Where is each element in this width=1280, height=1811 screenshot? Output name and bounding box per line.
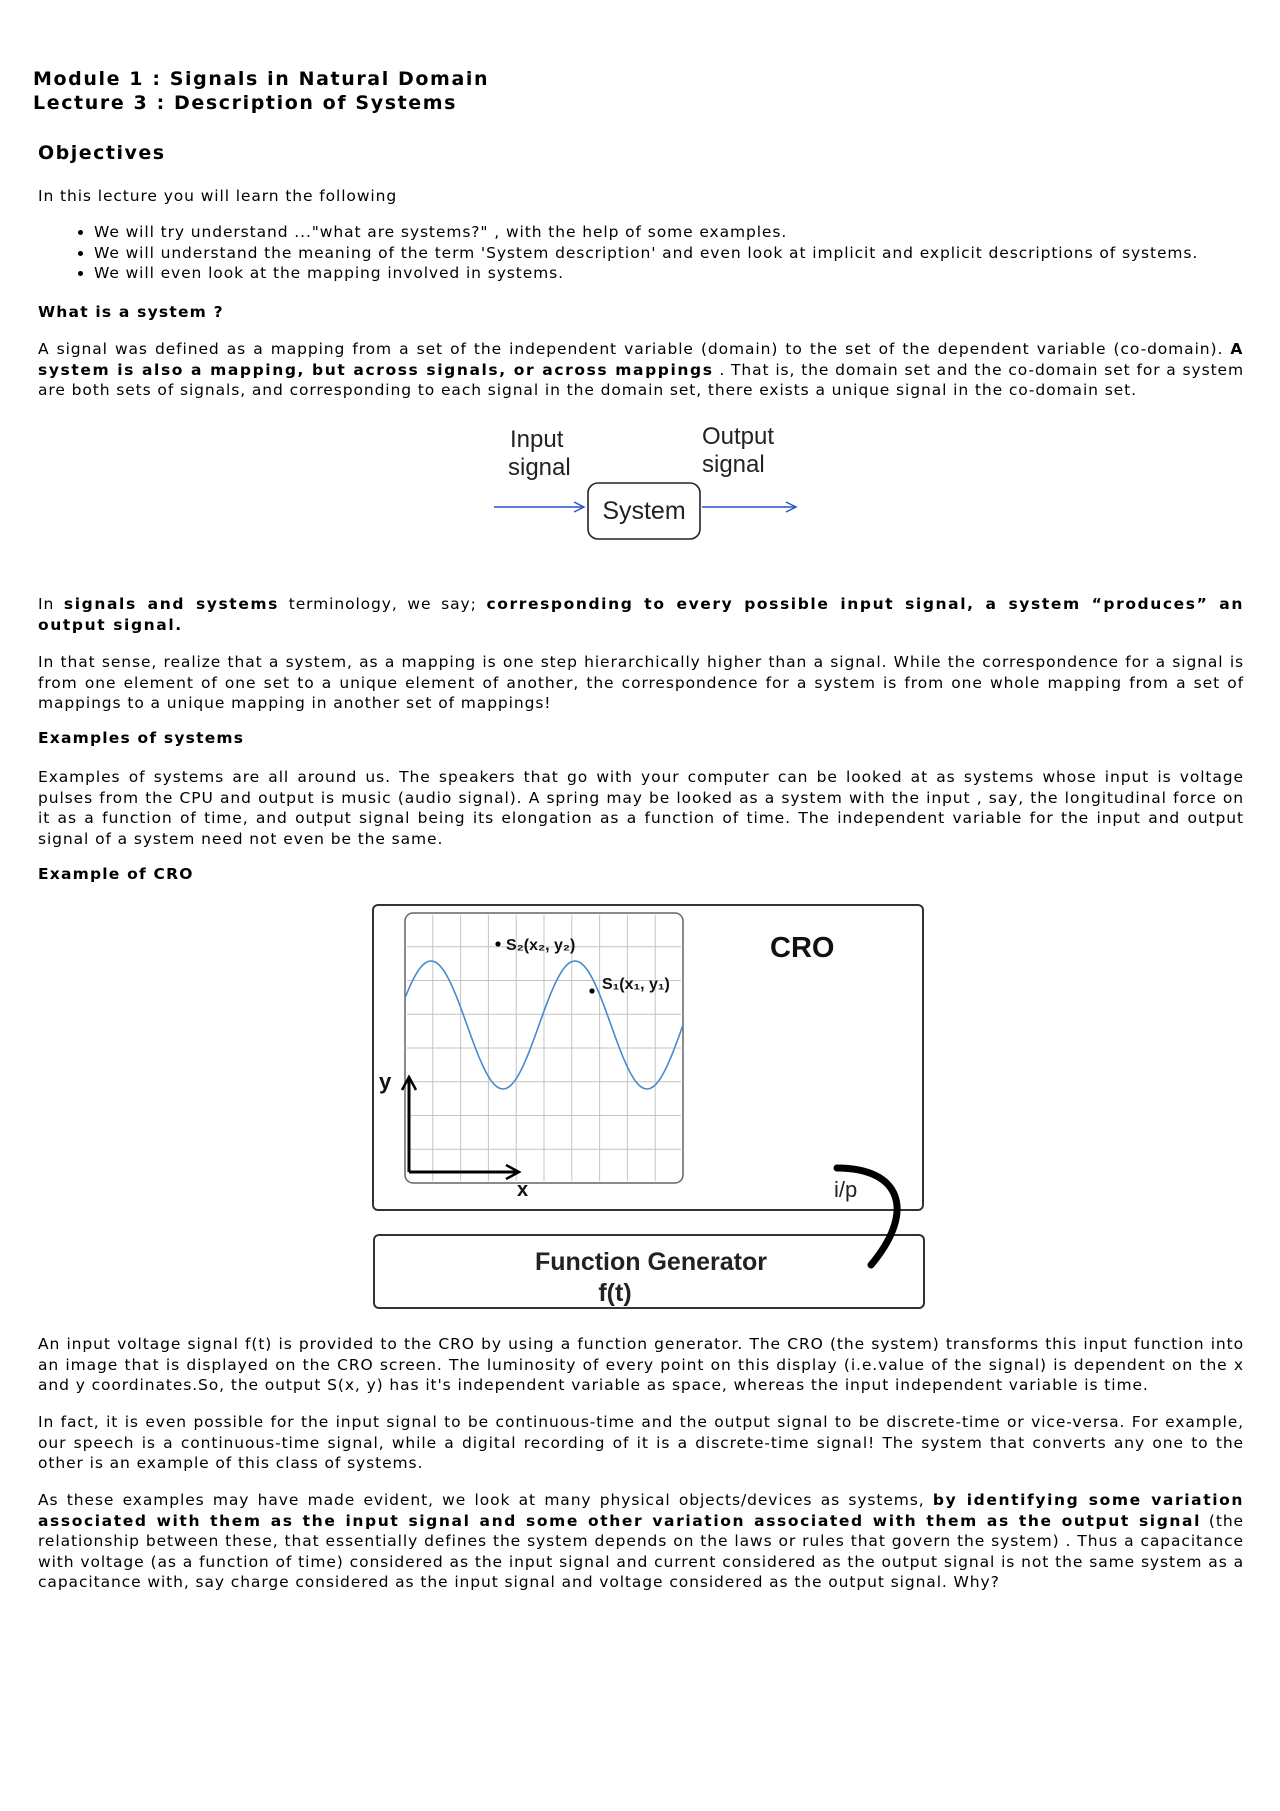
examples-heading: Examples of systems — [38, 729, 245, 747]
continuous-discrete-paragraph: In fact, it is even possible for the input signal to be continuous-time and the output signal to be discrete-time or vice-versa. For example, our speech is a continuous-time signal, while a digital recording of it is a discrete-time signal! The system that converts any one to the other is an example of this class of systems. — [38, 1413, 1244, 1472]
point-s1-label: S₁(x₁, y₁) — [602, 976, 670, 993]
point-s1-marker — [589, 988, 594, 993]
system-box-label: System — [602, 497, 686, 525]
cro-explanation-paragraph: An input voltage signal f(t) is provided to the CRO by using a function generator. The CRO (the system) transforms this input function into an image that is displayed on the CRO screen. The luminosity of every point on this display (i.e.value of the signal) is dependent on the x and y coordinates.So, the output S(x, y) has it's independent variable as space, whereas the input independent variable is time. — [38, 1335, 1244, 1394]
input-label-line1: Input — [510, 426, 564, 453]
conclusion-paragraph — [38, 1490, 1244, 1593]
lecture-title: Lecture 3 : Description of Systems — [33, 92, 458, 114]
function-generator-label: Function Generator — [535, 1248, 767, 1276]
objectives-list — [38, 222, 1254, 284]
text-span: (the relationship between these, that essentially defines the system depends on the laws or rules that govern the system) . Thus a capacitance with voltage (as a function of time) considered as the input signal and current considered as the output signal is not the same system as a capacitance with, say charge considered as the input signal and voltage considered as the output signal. Why? — [38, 1511, 1244, 1591]
function-generator-ft: f(t) — [598, 1279, 632, 1307]
output-label-line1: Output — [702, 423, 775, 450]
point-s2-label: S₂(x₂, y₂) — [506, 937, 576, 954]
bold-text: A system is also a mapping, but across signals, or across mappings — [38, 340, 1244, 379]
module-title: Module 1 : Signals in Natural Domain — [33, 68, 490, 90]
y-axis-label: y — [379, 1069, 392, 1094]
system-block-diagram — [490, 422, 810, 547]
text-span: In — [38, 595, 64, 613]
text-span: . That is, the domain set and the co-domain set for a system are both sets of signals, and corresponding to each signal in the domain set, there exists a unique signal in the co-domain set. — [38, 360, 1244, 399]
input-port-label: i/p — [834, 1177, 858, 1202]
bold-text: by identifying some variation associated with them as the input signal and some other variation associated with them as the output signal — [38, 1491, 1244, 1530]
point-s2-marker — [495, 941, 500, 946]
cro-figure — [365, 900, 930, 1315]
text-span: As these examples may have made evident, we look at many physical objects/devices as systems, — [38, 1491, 933, 1509]
text-span: A signal was defined as a mapping from a set of the independent variable (domain) to the set of the dependent variable (co-domain). — [38, 340, 1231, 358]
bold-text: corresponding to every possible input signal, a system “produces” an output signal. — [38, 595, 1244, 634]
cro-example-heading: Example of CRO — [38, 865, 194, 883]
objectives-intro: In this lecture you will learn the following — [38, 187, 398, 205]
objective-item: • We will try understand ..."what are systems?" , with the help of some examples. — [94, 222, 1254, 243]
objective-item: • We will even look at the mapping involved in systems. — [94, 263, 1254, 284]
bold-text: signals and systems — [63, 595, 280, 613]
text-span: terminology, we say; — [279, 595, 487, 613]
cro-label: CRO — [770, 932, 835, 964]
sense-paragraph: In that sense, realize that a system, as a mapping is one step hierarchically higher than a signal. While the correspondence for a signal is from one element of one set to a unique element of another, the correspondence for a system is from one whole mapping from a set of mappings to a unique mapping in another set of mappings! — [38, 653, 1244, 712]
terminology-paragraph — [38, 594, 1244, 635]
what-is-system-heading: What is a system ? — [38, 303, 224, 321]
system-definition-paragraph — [38, 339, 1244, 401]
objectives-heading: Objectives — [38, 142, 166, 164]
objective-item: • We will understand the meaning of the term 'System description' and even look at implicit and explicit descriptions of systems. — [94, 243, 1254, 264]
x-axis-label: x — [517, 1179, 529, 1201]
examples-paragraph: Examples of systems are all around us. The speakers that go with your computer can be looked at as systems whose input is voltage pulses from the CPU and output is music (audio signal). A spring may be looked as a system with the input , say, the longitudinal force on it as a function of time, and output signal being its elongation as a function of time. The independent variable for the input and output signal of a system need not even be the same. — [38, 768, 1244, 848]
input-label-line2: signal — [508, 454, 571, 481]
output-label-line2: signal — [702, 451, 765, 478]
